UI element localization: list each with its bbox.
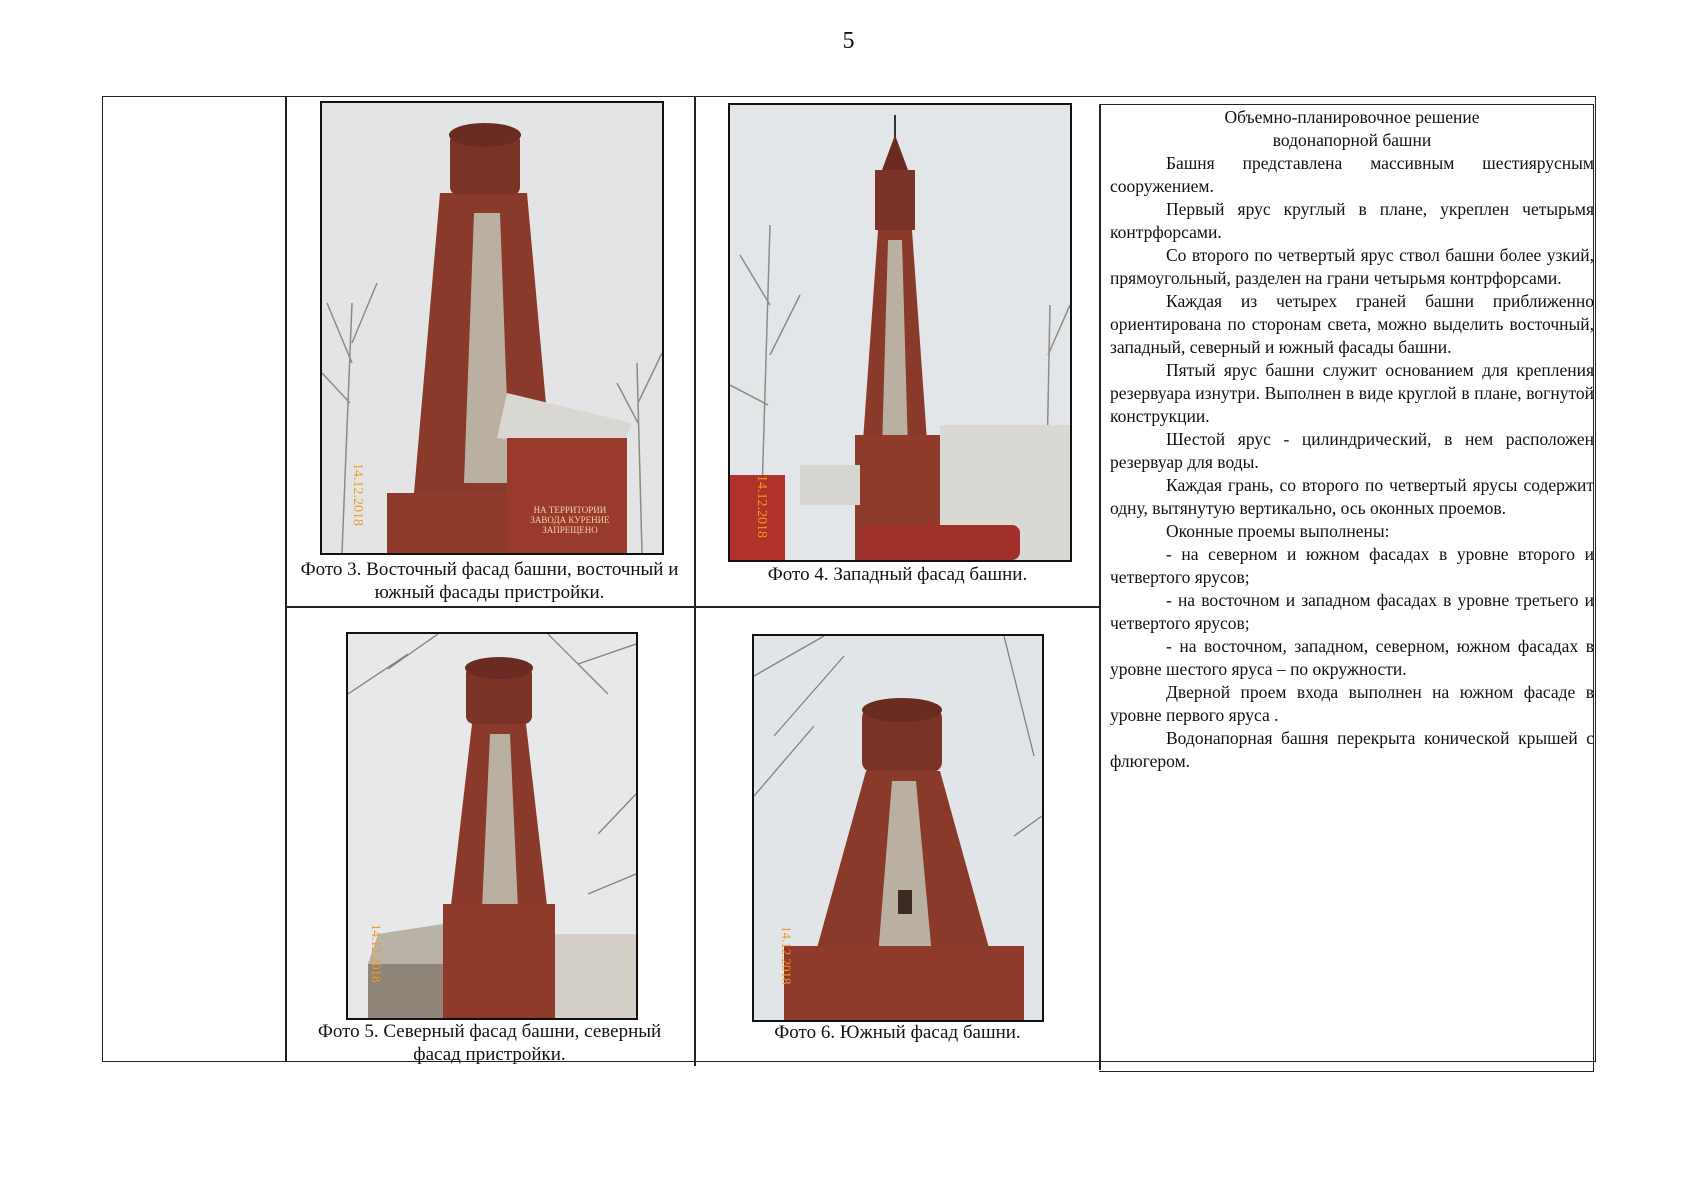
description-title: водонапорной башни (1272, 130, 1432, 150)
photo-caption: Фото 5. Северный фасад башни, северный фасад пристройки. (317, 1021, 662, 1065)
description-paragraph: Дверной проем входа выполнен на южном фасаде в уровне первого яруса . (1110, 682, 1594, 725)
date-stamp: 14.12.2018 (350, 463, 365, 526)
description-paragraph: - на северном и южном фасадах в уровне второго и четвертого ярусов; (1110, 544, 1594, 587)
description-block (1110, 106, 1594, 773)
description-paragraph: Шестой ярус - цилиндрический, в нем расположен резервуар для воды. (1110, 429, 1594, 472)
description-paragraph: - на восточном и западном фасадах в уровне третьего и четвертого ярусов; (1110, 590, 1594, 633)
page-number: 5 (842, 28, 855, 54)
table-divider (285, 606, 1100, 608)
description-paragraph: Каждая из четырех граней башни приближенно ориентирована по сторонам света, можно выделить восточный, западный, северный и южный фасады башни. (1110, 291, 1594, 357)
photo-west-facade (728, 103, 1072, 562)
date-stamp: 14.12.2018 (754, 475, 769, 538)
date-stamp: 14.12.2018 (369, 924, 384, 983)
svg-text:ЗАПРЕЩЕНО: ЗАПРЕЩЕНО (542, 525, 598, 535)
description-paragraph: Со второго по четвертый ярус ствол башни более узкий, прямоугольный, разделен на грани четырьмя контрфорсами. (1110, 245, 1594, 288)
date-stamp: 14.12.2018 (779, 926, 794, 985)
photo-north-facade (346, 632, 638, 1020)
photo-south-facade (752, 634, 1044, 1022)
table-divider (285, 96, 287, 1062)
warning-sign: НА ТЕРРИТОРИИ (533, 505, 607, 515)
svg-text:ЗАВОДА КУРЕНИЕ: ЗАВОДА КУРЕНИЕ (530, 515, 610, 525)
photo-caption: Фото 3. Восточный фасад башни, восточный и южный фасады пристройки. (300, 559, 679, 603)
photo-caption: Фото 4. Западный фасад башни. (767, 564, 1028, 585)
description-paragraph: Первый ярус круглый в плане, укреплен четырьмя контрфорсами. (1110, 199, 1594, 242)
description-paragraph: - на восточном, западном, северном, южном фасадах в уровне шестого яруса – по окружности. (1110, 636, 1594, 679)
description-paragraph: Пятый ярус башни служит основанием для крепления резервуара изнутри. Выполнен в виде круглой в плане, вогнутой конструкции. (1110, 360, 1594, 426)
photo-caption: Фото 6. Южный фасад башни. (774, 1022, 1021, 1043)
table-divider (694, 96, 696, 1066)
description-paragraph: Водонапорная башня перекрыта конической крышей с флюгером. (1110, 728, 1594, 771)
description-title: Объемно-планировочное решение (1224, 107, 1480, 127)
description-paragraph: Башня представлена массивным шестиярусным сооружением. (1110, 153, 1594, 196)
description-paragraph: Каждая грань, со второго по четвертый ярусы содержит одну, вытянутую вертикально, ось оконных проемов. (1110, 475, 1594, 518)
photo-east-facade (320, 101, 664, 555)
description-paragraph: Оконные проемы выполнены: (1166, 521, 1390, 541)
